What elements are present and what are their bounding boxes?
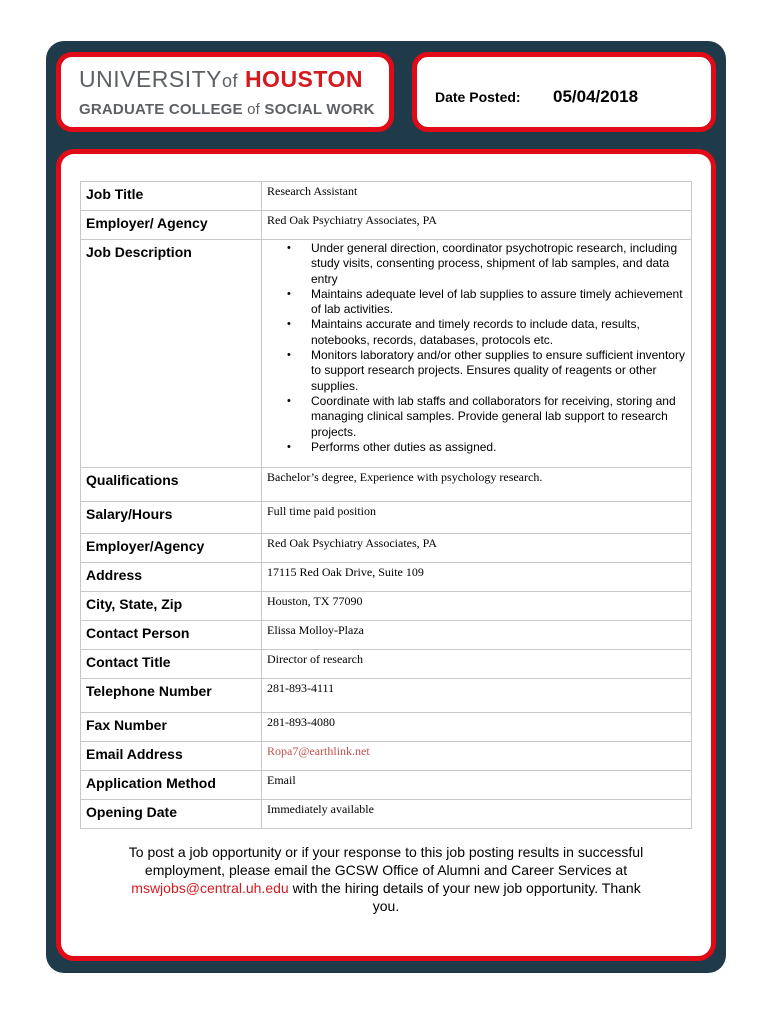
table-row — [81, 534, 692, 563]
college-name — [79, 100, 375, 120]
university-logo-panel — [56, 52, 394, 132]
table-row — [81, 679, 692, 713]
footer-text-after: with the hiring details of your new job opportunity. Thank you. — [288, 880, 641, 914]
table-row — [81, 771, 692, 800]
footer-email-link[interactable]: mswjobs@central.uh.edu — [131, 880, 289, 896]
row-value: 281-893-4080 — [262, 713, 692, 742]
row-label: Employer/Agency — [81, 534, 262, 563]
row-value: Bachelor’s degree, Experience with psychology research. — [262, 468, 692, 502]
footer-text-before: To post a job opportunity or if your response to this job posting results in successful employment, please email the GCSW Office of Alumni and Career Services at — [128, 844, 644, 878]
logo-houston-text: HOUSTON — [244, 66, 364, 92]
table-row — [81, 650, 692, 679]
row-label: Telephone Number — [81, 679, 262, 713]
logo-of-text: of — [222, 71, 239, 91]
table-row — [81, 502, 692, 534]
row-value: 281-893-4111 — [262, 679, 692, 713]
footer-note — [120, 843, 652, 915]
college-of: of — [247, 101, 261, 118]
date-posted-value: 05/04/2018 — [553, 87, 639, 106]
list-item: • Maintains accurate and timely records to include data, results, notebooks, records, databases, protocols etc. — [311, 317, 691, 348]
row-label: Job Description — [81, 240, 262, 468]
row-value: Houston, TX 77090 — [262, 592, 692, 621]
row-value: Elissa Molloy-Plaza — [262, 621, 692, 650]
table-row — [81, 592, 692, 621]
row-value: Full time paid position — [262, 502, 692, 534]
table-row — [81, 800, 692, 829]
row-label: Employer/ Agency — [81, 211, 262, 240]
table-row — [81, 563, 692, 592]
row-value: 17115 Red Oak Drive, Suite 109 — [262, 563, 692, 592]
job-description-cell — [262, 240, 692, 468]
table-row — [81, 621, 692, 650]
college-suffix: SOCIAL WORK — [260, 101, 375, 118]
date-posted-panel — [412, 52, 716, 132]
list-item: • Monitors laboratory and/or other supplies to ensure sufficient inventory to support research projects. Ensures quality of reagents or other supplies. — [311, 348, 691, 394]
row-value: Immediately available — [262, 800, 692, 829]
row-value: Research Assistant — [262, 182, 692, 211]
row-label: Job Title — [81, 182, 262, 211]
list-item: • Performs other duties as assigned. — [311, 440, 691, 455]
date-posted-label: Date Posted: — [435, 89, 521, 105]
row-label: Qualifications — [81, 468, 262, 502]
job-details-table — [80, 181, 692, 829]
row-label: Address — [81, 563, 262, 592]
row-value: Red Oak Psychiatry Associates, PA — [262, 534, 692, 563]
list-item: • Under general direction, coordinator psychotropic research, including study visits, consenting process, shipment of lab samples, and data entry — [311, 241, 691, 287]
table-row — [81, 742, 692, 771]
logo-university-text: UNIVERSITY — [79, 66, 223, 92]
row-label: Opening Date — [81, 800, 262, 829]
college-prefix: GRADUATE COLLEGE — [79, 101, 248, 118]
row-label: Email Address — [81, 742, 262, 771]
row-label: Salary/Hours — [81, 502, 262, 534]
table-row — [81, 182, 692, 211]
row-label: Contact Person — [81, 621, 262, 650]
row-value: Email — [262, 771, 692, 800]
row-value: Director of research — [262, 650, 692, 679]
table-row — [81, 240, 692, 468]
university-logo — [79, 64, 363, 96]
table-row — [81, 468, 692, 502]
table-row — [81, 713, 692, 742]
job-description-list — [267, 241, 691, 455]
list-item: • Maintains adequate level of lab supplies to assure timely achievement of lab activities. — [311, 287, 691, 318]
list-item: • Coordinate with lab staffs and collaborators for receiving, storing and managing clinical samples. Provide general lab support to research projects. — [311, 394, 691, 440]
email-address-link[interactable]: Ropa7@earthlink.net — [262, 742, 692, 771]
row-label: Application Method — [81, 771, 262, 800]
row-value: Red Oak Psychiatry Associates, PA — [262, 211, 692, 240]
row-label: City, State, Zip — [81, 592, 262, 621]
row-label: Contact Title — [81, 650, 262, 679]
row-label: Fax Number — [81, 713, 262, 742]
table-row — [81, 211, 692, 240]
